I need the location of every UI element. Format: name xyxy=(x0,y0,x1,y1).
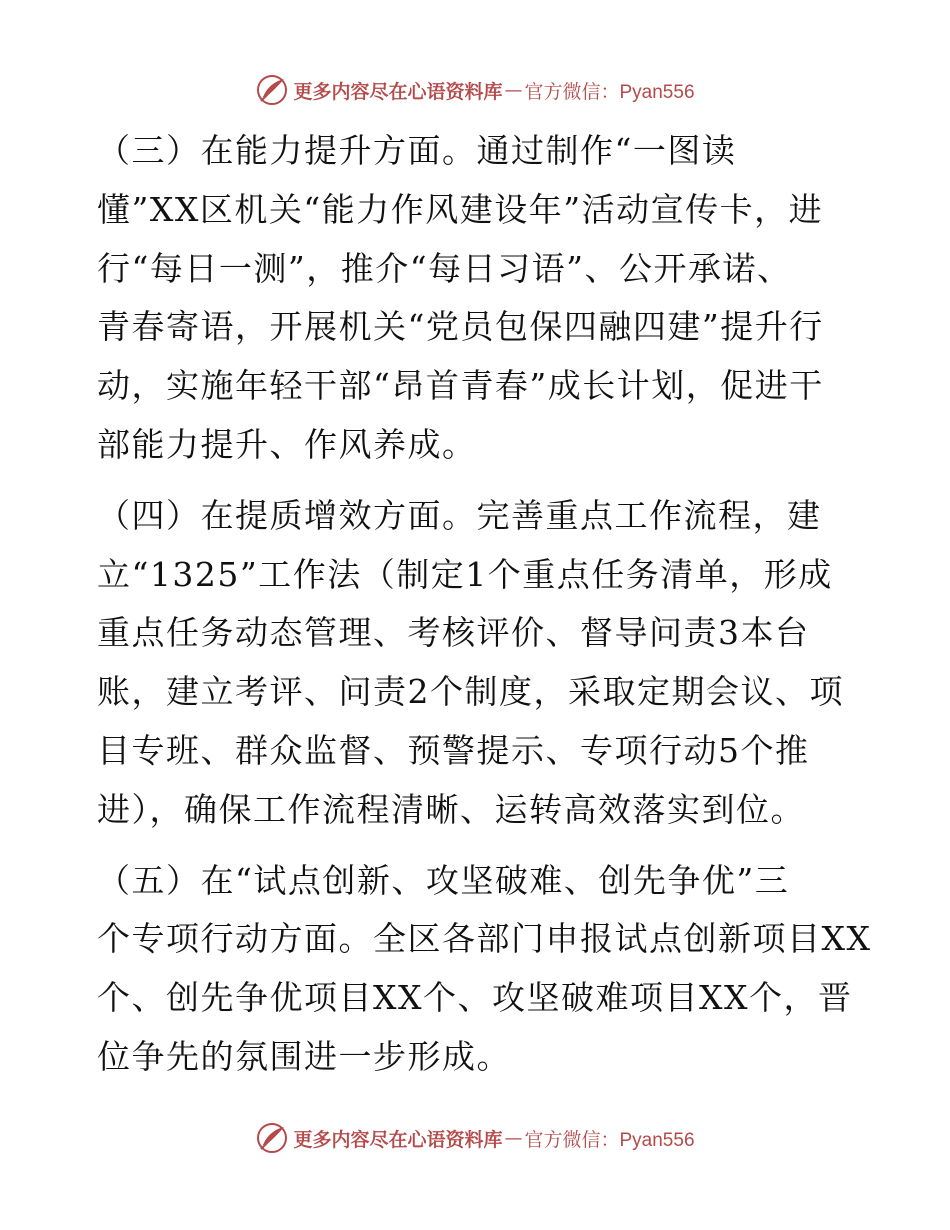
paragraph-special-actions xyxy=(97,852,872,1087)
banner-title: 更多内容尽在心语资料库 xyxy=(293,1128,503,1151)
banner-wechat: 官方微信：Pyan556 xyxy=(524,81,695,103)
text-line: 进），确保工作流程清晰、运转高效落实到位。 xyxy=(97,789,805,829)
quill-logo-icon xyxy=(255,1121,289,1155)
banner-wechat: 官方微信：Pyan556 xyxy=(524,1129,695,1151)
text-line: 懂”XX区机关“能力作风建设年”活动宣传卡，进 xyxy=(97,189,824,229)
header-banner xyxy=(0,70,950,110)
text-line: 重点任务动态管理、考核评价、督导问责3本台 xyxy=(97,613,810,653)
text-line: （五）在“试点创新、攻坚破难、创先争优”三 xyxy=(97,860,790,900)
banner-title: 更多内容尽在心语资料库 xyxy=(293,80,503,103)
text-line: 立“1325”工作法（制定1个重点任务清单，形成 xyxy=(97,554,833,594)
text-line: 目专班、群众监督、预警提示、专项行动5个推 xyxy=(97,730,810,770)
text-line: 动，实施年轻干部“昂首青春”成长计划，促进干 xyxy=(97,366,824,406)
quill-logo-icon xyxy=(255,73,289,107)
text-line: 个、创先争优项目XX个、攻坚破难项目XX个，晋 xyxy=(97,978,853,1018)
text-line: 青春寄语，开展机关“党员包保四融四建”提升行 xyxy=(97,307,824,347)
footer-banner xyxy=(0,1118,950,1158)
document-body xyxy=(97,122,872,1099)
paragraph-efficiency xyxy=(97,487,867,840)
text-line: 个专项行动方面。全区各部门申报试点创新项目XX xyxy=(97,919,872,959)
banner-separator: — xyxy=(504,79,523,101)
text-line: （四）在提质增效方面。完善重点工作流程，建 xyxy=(97,495,822,535)
text-line: 部能力提升、作风养成。 xyxy=(97,424,477,464)
banner-separator: — xyxy=(504,1127,523,1149)
text-line: （三）在能力提升方面。通过制作“一图读 xyxy=(97,131,737,170)
text-line: 位争先的氛围进一步形成。 xyxy=(97,1036,511,1076)
paragraph-ability xyxy=(97,122,867,475)
text-line: 账，建立考评、问责2个制度，采取定期会议、项 xyxy=(97,672,844,712)
text-line: 行“每日一测”，推介“每日习语”、公开承诺、 xyxy=(97,248,792,288)
